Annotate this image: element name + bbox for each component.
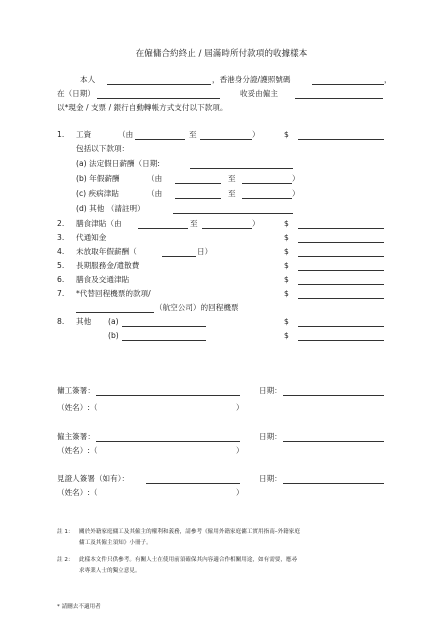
item-5-amount-blank[interactable] bbox=[298, 270, 384, 271]
item-1-number: 1. bbox=[57, 130, 65, 139]
item-1b-from-blank[interactable] bbox=[175, 183, 221, 184]
item-5-dollar: $ bbox=[284, 261, 289, 270]
item-1d-label: (d) 其他 （請註明） bbox=[76, 204, 145, 213]
item-1d-blank[interactable] bbox=[173, 213, 293, 214]
witness-date-label: 日期： bbox=[259, 474, 282, 483]
item-7-amount-blank[interactable] bbox=[298, 298, 384, 299]
hkid-blank[interactable] bbox=[312, 84, 384, 85]
employer-signature-blank[interactable] bbox=[96, 441, 240, 442]
intro-date-label: 在（日期） bbox=[57, 89, 95, 98]
note-2-line1: 此樣本文件只供參考。有關人士在使用前須確保其內容適合作相關用途，如有需要，應尋 bbox=[79, 557, 298, 563]
witness-name-open: （姓名）:（ bbox=[57, 488, 98, 497]
item-6-number: 6. bbox=[57, 275, 65, 284]
employee-name-close: ） bbox=[236, 403, 244, 412]
item-1c-from-blank[interactable] bbox=[175, 198, 221, 199]
note-2-line2: 求專業人士的獨立意見。 bbox=[79, 568, 141, 574]
employee-date-blank[interactable] bbox=[283, 395, 384, 396]
item-1-from: （由 bbox=[118, 130, 134, 139]
item-1-dollar: $ bbox=[284, 130, 289, 139]
intro-hkid: ，香港身分證/護照號碼 bbox=[212, 75, 291, 84]
employee-signature-label: 傭工簽署： bbox=[57, 386, 95, 395]
employer-signature-label: 僱主簽署： bbox=[57, 432, 95, 441]
item-4-amount-blank[interactable] bbox=[298, 256, 384, 257]
item-7-number: 7. bbox=[57, 289, 65, 298]
item-1c-to: 至 bbox=[228, 189, 236, 198]
intro-payment-method: 以*現金 / 支票 / 銀行自動轉帳方式支付以下款項。 bbox=[57, 103, 228, 112]
item-2-close: ） bbox=[252, 219, 260, 228]
item-1-amount-blank[interactable] bbox=[298, 139, 384, 140]
item-2-to: 至 bbox=[190, 219, 198, 228]
item-5-label: 長期服務金/遣散費 bbox=[76, 261, 140, 270]
item-6-dollar: $ bbox=[284, 275, 289, 284]
item-8b-amount-blank[interactable] bbox=[298, 340, 384, 341]
item-6-label: 膳食及交通津貼 bbox=[76, 275, 130, 284]
item-8-number: 8. bbox=[57, 317, 65, 326]
item-2-dollar: $ bbox=[284, 219, 289, 228]
item-7-dollar: $ bbox=[284, 289, 289, 298]
witness-signature-blank[interactable] bbox=[146, 483, 240, 484]
item-1b-close: ） bbox=[292, 174, 300, 183]
item-8a-blank[interactable] bbox=[122, 326, 206, 327]
intro-comma: ， bbox=[384, 75, 392, 84]
employee-name-open: （姓名）:（ bbox=[57, 403, 98, 412]
item-8a-amount-blank[interactable] bbox=[298, 326, 384, 327]
item-1b-label: (b) 年假薪酬 bbox=[76, 174, 120, 183]
employee-date-label: 日期： bbox=[259, 386, 282, 395]
intro-received-from: 收妥由僱主 bbox=[240, 89, 278, 98]
item-7-line2: （航空公司）的回程機票 bbox=[155, 303, 239, 312]
employer-name-open: （姓名）:（ bbox=[57, 446, 98, 455]
note-1-line1: 關於外籍家庭傭工及其僱主的權利和義務，請參考《僱用外籍家庭傭工實用指南–外籍家庭 bbox=[79, 529, 300, 535]
item-6-amount-blank[interactable] bbox=[298, 284, 384, 285]
item-1c-label: (c) 疾病津貼 bbox=[76, 189, 119, 198]
item-3-dollar: $ bbox=[284, 233, 289, 242]
item-1b-to-blank[interactable] bbox=[242, 183, 292, 184]
item-4-days: 日） bbox=[197, 247, 213, 256]
footnote: * 請刪去不適用者 bbox=[57, 604, 101, 610]
note-2-label: 註 2： bbox=[57, 557, 74, 563]
item-1a-label: (a) 法定假日薪酬（日期: bbox=[76, 159, 160, 168]
item-1-from-blank[interactable] bbox=[135, 139, 185, 140]
employer-blank[interactable] bbox=[295, 98, 383, 99]
item-4-number: 4. bbox=[57, 247, 65, 256]
note-1-label: 註 1： bbox=[57, 529, 74, 535]
item-3-number: 3. bbox=[57, 233, 65, 242]
note-1-line2: 傭工及其僱主須知》小冊子。 bbox=[79, 540, 152, 546]
employer-date-blank[interactable] bbox=[283, 441, 384, 442]
item-1c-to-blank[interactable] bbox=[242, 198, 292, 199]
item-8a-label: (a) bbox=[108, 317, 119, 326]
item-1-to: 至 bbox=[189, 130, 197, 139]
item-8-label: 其他 bbox=[76, 317, 92, 326]
item-2-from-blank[interactable] bbox=[138, 228, 188, 229]
item-7-airline-blank[interactable] bbox=[76, 312, 154, 313]
item-1-label: 工資 bbox=[76, 130, 92, 139]
witness-name-close: ） bbox=[236, 488, 244, 497]
item-1-includes: 包括以下款項： bbox=[76, 144, 130, 153]
item-1c-close: ） bbox=[292, 189, 300, 198]
item-1-close: ） bbox=[252, 130, 260, 139]
date-blank[interactable] bbox=[97, 98, 220, 99]
item-8a-dollar: $ bbox=[284, 317, 289, 326]
item-8b-blank[interactable] bbox=[122, 340, 206, 341]
item-2-amount-blank[interactable] bbox=[298, 228, 384, 229]
item-2-label: 膳食津貼（由 bbox=[76, 219, 122, 228]
item-1-to-blank[interactable] bbox=[200, 139, 252, 140]
document-title: 在僱傭合約終止 / 屆滿時所付款項的收據樣本 bbox=[135, 49, 308, 59]
item-1b-from: （由 bbox=[147, 174, 163, 183]
item-1b-to: 至 bbox=[228, 174, 236, 183]
item-2-to-blank[interactable] bbox=[202, 228, 252, 229]
employee-signature-blank[interactable] bbox=[96, 395, 240, 396]
item-2-number: 2. bbox=[57, 219, 65, 228]
employer-name-close: ） bbox=[236, 446, 244, 455]
witness-date-blank[interactable] bbox=[283, 483, 384, 484]
witness-signature-label: 見證人簽署（如有）： bbox=[57, 474, 130, 483]
item-3-amount-blank[interactable] bbox=[298, 242, 384, 243]
item-4-label: 未放取年假薪酬（ bbox=[76, 247, 137, 256]
item-1c-from: （由 bbox=[147, 189, 163, 198]
name-blank[interactable] bbox=[107, 84, 211, 85]
item-8b-dollar: $ bbox=[284, 331, 289, 340]
item-4-dollar: $ bbox=[284, 247, 289, 256]
item-7-label: *代替回程機票的款項/ bbox=[76, 289, 151, 298]
item-1a-blank[interactable] bbox=[190, 168, 293, 169]
item-5-number: 5. bbox=[57, 261, 65, 270]
employer-date-label: 日期： bbox=[259, 432, 282, 441]
item-4-days-blank[interactable] bbox=[162, 256, 196, 257]
item-3-label: 代通知金 bbox=[76, 233, 107, 242]
item-8b-label: (b) bbox=[108, 331, 119, 340]
intro-ben-ren: 本人 bbox=[80, 75, 96, 84]
